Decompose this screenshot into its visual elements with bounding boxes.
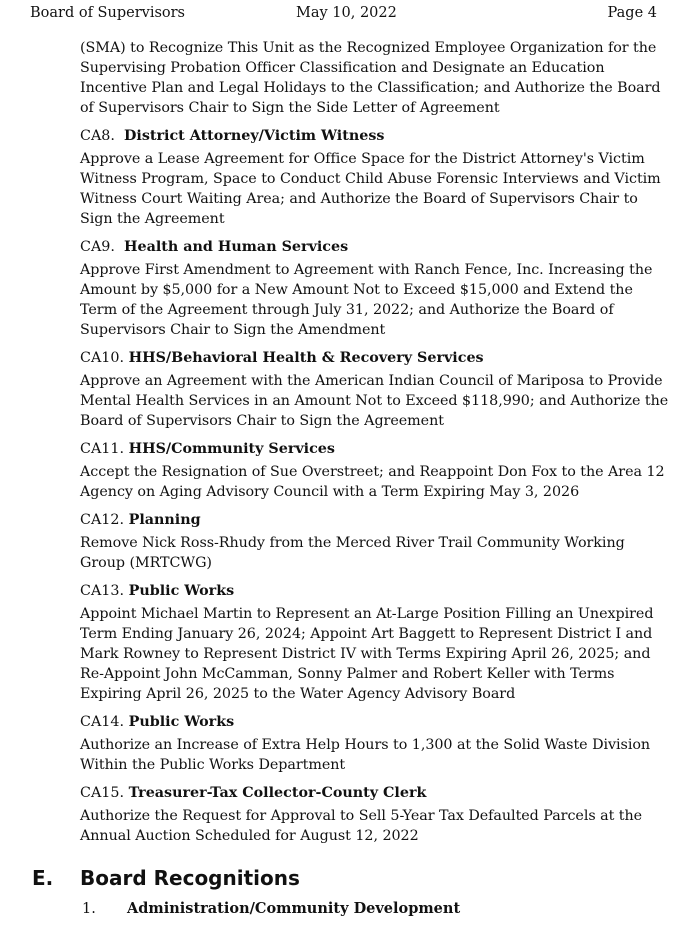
agenda-item-text: Appoint Michael Martin to Represent an At-Large Position Filling an Unexpired Term Ending January 26, 2024; Appoint Art Baggett to Represent District I and Mark Rowney to Represent District IV with Terms Expiring April 26, 2025; and Re-Appoint John McCamman, Sonny Palmer and Robert Keller with Terms Expiring April 26, 2025 to the Water Agency Advisory Board [80,606,654,702]
header-date: May 10, 2022 [296,5,397,21]
section-title: Board Recognitions [80,866,300,890]
section-letter: E. [32,866,54,890]
header-board-name: Board of Supervisors [30,5,185,21]
agenda-item [80,510,670,573]
agenda-item-number: CA15. [80,785,125,801]
agenda-item-heading [80,439,670,459]
agenda-item-heading [80,348,670,368]
agenda-item-text: Authorize the Request for Approval to Sell 5-Year Tax Defaulted Parcels at the Annual Auction Scheduled for August 12, 2022 [80,808,643,844]
agenda-item-number: CA12. [80,512,125,528]
agenda-item-text: Accept the Resignation of Sue Overstreet; and Reappoint Don Fox to the Area 12 Agency on Aging Advisory Council with a Term Expiring May 3, 2026 [80,464,665,500]
agenda-item-number: CA8. [80,128,115,144]
agenda-item [80,237,670,340]
agenda-item-heading [80,237,670,257]
agenda-item [80,439,670,502]
agenda-item-number: CA11. [80,441,125,457]
agenda-item-title: Treasurer-Tax Collector-County Clerk [128,785,427,801]
agenda-item-heading [80,510,670,530]
agenda-item-number: CA9. [80,239,115,255]
agenda-item-heading [80,783,670,803]
agenda-item-title: Public Works [128,583,235,599]
consent-agenda-list [80,38,670,846]
agenda-item-title: HHS/Behavioral Health & Recovery Services [128,350,484,366]
agenda-item-text: Remove Nick Ross-Rhudy from the Merced River Trail Community Working Group (MRTCWG) [80,535,625,571]
agenda-item-heading [80,581,670,601]
agenda-item [80,581,670,704]
agenda-item [80,126,670,229]
agenda-item [80,348,670,431]
agenda-item-number: CA13. [80,583,125,599]
agenda-item-number: CA10. [80,350,125,366]
section-heading [32,866,652,896]
agenda-item-number: CA14. [80,714,125,730]
subitem-title: Administration/Community Development [127,900,461,917]
agenda-item-title: District Attorney/Victim Witness [124,128,385,144]
agenda-item-title: Planning [128,512,201,528]
agenda-item-heading [80,126,670,146]
agenda-item-title: Public Works [128,714,235,730]
agenda-item-title: HHS/Community Services [128,441,335,457]
header-page-number: Page 4 [607,5,657,21]
continued-item-text: (SMA) to Recognize This Unit as the Recognized Employee Organization for the Supervising Probation Officer Classification and Designate an Education Incentive Plan and Legal Holidays to the Classification; and Authorize the Board of Supervisors Chair to Sign the Side Letter of Agreement [80,40,661,116]
agenda-item [80,783,670,846]
agenda-item-heading [80,712,670,732]
subitem-number: 1. [82,901,96,917]
agenda-item-text: Approve an Agreement with the American Indian Council of Mariposa to Provide Mental Health Services in an Amount Not to Exceed $118,990; and Authorize the Board of Supervisors Chair to Sign the Agreement [80,373,669,429]
agenda-item-text: Approve First Amendment to Agreement with Ranch Fence, Inc. Increasing the Amount by $5,000 for a New Amount Not to Exceed $15,000 and Extend the Term of the Agreement through July 31, 2022; and Authorize the Board of Supervisors Chair to Sign the Amendment [80,262,653,338]
agenda-item-title: Health and Human Services [124,239,349,255]
page-header [30,5,657,25]
agenda-item-text: Authorize an Increase of Extra Help Hours to 1,300 at the Solid Waste Division Within the Public Works Department [80,737,651,773]
agenda-item-text: Approve a Lease Agreement for Office Space for the District Attorney's Victim Witness Program, Space to Conduct Child Abuse Forensic Interviews and Victim Witness Court Waiting Area; and Authorize the Board of Supervisors Chair to Sign the Agreement [80,151,661,227]
agenda-item [80,712,670,775]
